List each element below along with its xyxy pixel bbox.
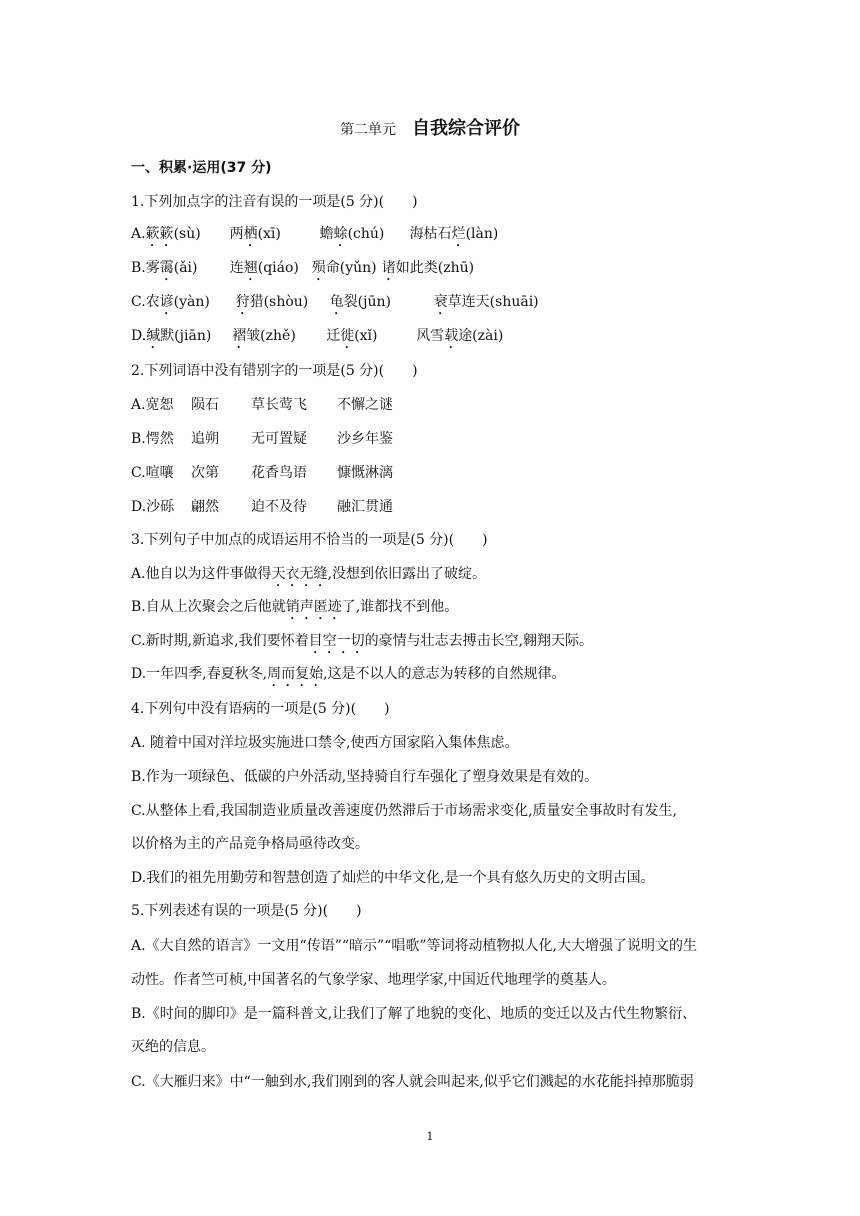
q2-option-d: D.沙砾 翩然 迫不及待 融汇贯通 bbox=[131, 499, 393, 515]
q3-option-c: C.新时期,新追求,我们要怀着目空一切的豪情与壮志去搏击长空,翱翔天际。 bbox=[131, 633, 594, 649]
q4-stem: 4.下列句中没有语病的一项是(5 分)( ) bbox=[131, 701, 390, 717]
section-heading: 一、积累·运用(37 分) bbox=[131, 160, 272, 176]
q5-option-b-line1: B.《时间的脚印》是一篇科普文,让我们了解了地貌的变化、地质的变迁以及古代生物繁衍、 bbox=[131, 1006, 697, 1022]
q3-option-b: B.自从上次聚会之后他就销声匿迹了,谁都找不到他。 bbox=[131, 599, 459, 615]
q1-option-d: D.缄默(jiān) 褶皱(zhě) 迁徙(xǐ) 风雪载途(zài) bbox=[131, 328, 504, 344]
q5-option-b-line2: 灭绝的信息。 bbox=[131, 1039, 215, 1055]
q1-option-a: A.簌簌(sù) 两栖(xī) 蟾蜍(chú) 海枯石烂(làn) bbox=[131, 226, 499, 242]
q1-stem: 1.下列加点字的注音有误的一项是(5 分)( ) bbox=[131, 194, 418, 210]
q2-stem: 2.下列词语中没有错别字的一项是(5 分)( ) bbox=[131, 363, 418, 379]
q2-option-b: B.愕然 追朔 无可置疑 沙乡年鉴 bbox=[131, 431, 393, 447]
q4-option-b: B.作为一项绿色、低碳的户外活动,坚持骑自行车强化了塑身效果是有效的。 bbox=[131, 769, 599, 785]
q2-option-c: C.喧嚷 次第 花香鸟语 慷慨淋漓 bbox=[131, 465, 393, 481]
q1-option-b: B.雾霭(ǎi) 连翘(qiáo) 殒命(yǔn) 诸如此类(zhū) bbox=[131, 260, 475, 276]
q1-option-c: C.农谚(yàn) 狩猎(shòu) 龟裂(jūn) 衰草连天(shuāi) bbox=[131, 294, 539, 310]
q5-option-a-line2: 动性。作者竺可桢,中国著名的气象学家、地理学家,中国近代地理学的奠基人。 bbox=[131, 972, 616, 988]
page-title bbox=[0, 117, 860, 142]
page-number: 1 bbox=[426, 1130, 434, 1143]
q5-option-c-line1: C.《大雁归来》中“一触到水,我们刚到的客人就会叫起来,似乎它们溅起的水花能抖掉那脆弱 bbox=[131, 1074, 694, 1090]
q2-option-a: A.宽恕 陨石 草长莺飞 不懈之谜 bbox=[131, 397, 393, 413]
q4-option-c-line2: 以价格为主的产品竞争格局亟待改变。 bbox=[131, 836, 369, 852]
q5-stem: 5.下列表述有误的一项是(5 分)( ) bbox=[131, 903, 362, 919]
q4-option-d: D.我们的祖先用勤劳和智慧创造了灿烂的中华文化,是一个具有悠久历史的文明古国。 bbox=[131, 870, 655, 886]
q3-option-d: D.一年四季,春夏秋冬,周而复始,这是不以人的意志为转移的自然规律。 bbox=[131, 666, 566, 682]
q3-stem: 3.下列句子中加点的成语运用不恰当的一项是(5 分)( ) bbox=[131, 532, 488, 548]
q5-option-a-line1: A.《大自然的语言》一文用“传语”“暗示”“唱歌”等词将动植物拟人化,大大增强了说明文的生 bbox=[131, 938, 697, 954]
q4-option-c-line1: C.从整体上看,我国制造业质量改善速度仍然滞后于市场需求变化,质量安全事故时有发生, bbox=[131, 803, 678, 819]
unit-label: 第二单元 bbox=[340, 122, 396, 138]
q3-option-a: A.他自以为这件事做得天衣无缝,没想到依旧露出了破绽。 bbox=[131, 566, 487, 582]
q4-option-a: A. 随着中国对洋垃圾实施进口禁令,使西方国家陷入集体焦虑。 bbox=[131, 735, 519, 751]
title-main: 自我综合评价 bbox=[412, 118, 520, 139]
